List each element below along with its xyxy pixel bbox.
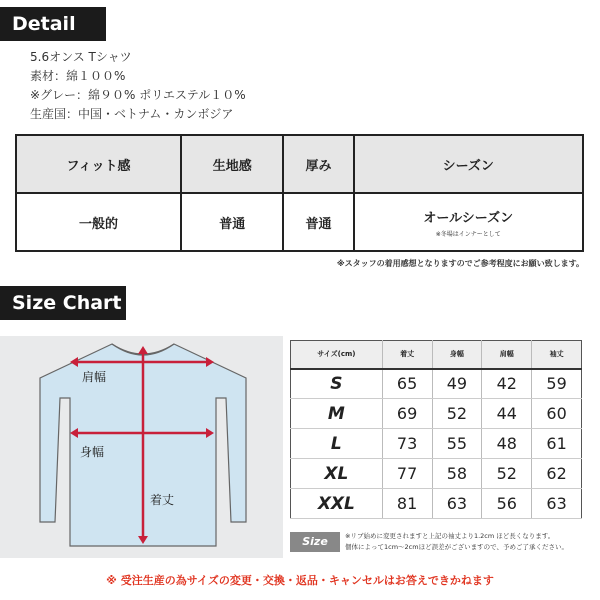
shoulder-label: 肩幅 [82, 370, 107, 384]
product-info [30, 48, 246, 124]
table-row [291, 399, 582, 429]
length-cell: 65 [382, 369, 432, 399]
table-row [291, 369, 582, 399]
chest-cell: 55 [432, 429, 482, 459]
length-cell: 77 [382, 459, 432, 489]
chest-label: 身幅 [80, 445, 105, 459]
size-note-tolerance: 個体によって1cm～2cmほど誤差がございますので、予めご了承ください。 [345, 543, 568, 551]
table-row [291, 459, 582, 489]
size-note-rib: ※リブ始めに変更されますと上記の袖丈より1.2cm ほど長くなります。 [345, 532, 555, 540]
size-table [290, 340, 582, 519]
thickness-value: 普通 [283, 193, 353, 251]
tshirt-diagram [0, 336, 283, 558]
length-cell: 73 [382, 429, 432, 459]
shoulder-cell: 56 [482, 489, 532, 519]
size-cell: S [291, 369, 383, 399]
fit-header: フィット感 [16, 135, 181, 193]
size-notes [345, 531, 568, 553]
info-line-weight: 5.6オンス Tシャツ [30, 50, 132, 64]
chest-cell: 58 [432, 459, 482, 489]
shoulder-cell: 48 [482, 429, 532, 459]
detail-header: Detail [0, 7, 106, 41]
shoulder-cell: 52 [482, 459, 532, 489]
sleeve-cell: 59 [532, 369, 582, 399]
length-label: 着丈 [150, 493, 175, 507]
season-header: シーズン [354, 135, 583, 193]
shoulder-column-header: 肩幅 [482, 341, 532, 369]
fit-value: 一般的 [16, 193, 181, 251]
sleeve-cell: 62 [532, 459, 582, 489]
season-value: オールシーズン [423, 210, 514, 226]
info-line-material: 素材：綿１００% [30, 69, 126, 83]
sleeve-cell: 60 [532, 399, 582, 429]
fabric-header: 生地感 [181, 135, 284, 193]
info-line-origin: 生産国：中国・ベトナム・カンボジア [30, 107, 234, 121]
info-line-gray-material: ※グレー：綿９０% ポリエステル１０% [30, 88, 246, 102]
staff-note: ※スタッフの着用感想となりますのでご参考程度にお願い致します。 [336, 259, 584, 268]
length-cell: 69 [382, 399, 432, 429]
order-policy-notice: ※ 受注生産の為サイズの変更・交換・返品・キャンセルはお答えできかねます [106, 574, 494, 587]
fit-table [15, 134, 584, 252]
size-column-header: サイズ(cm) [291, 341, 383, 369]
size-cell: XXL [291, 489, 383, 519]
size-cell: M [291, 399, 383, 429]
chest-column-header: 身幅 [432, 341, 482, 369]
season-note: ※冬場はインナーとして [435, 230, 501, 238]
size-cell: XL [291, 459, 383, 489]
sleeve-column-header: 袖丈 [532, 341, 582, 369]
chest-cell: 63 [432, 489, 482, 519]
size-cell: L [291, 429, 383, 459]
chest-cell: 52 [432, 399, 482, 429]
season-cell [354, 193, 583, 251]
sleeve-cell: 61 [532, 429, 582, 459]
shoulder-cell: 42 [482, 369, 532, 399]
table-row [291, 489, 582, 519]
shoulder-cell: 44 [482, 399, 532, 429]
length-cell: 81 [382, 489, 432, 519]
size-badge: Size [290, 532, 340, 552]
fabric-value: 普通 [181, 193, 284, 251]
chest-cell: 49 [432, 369, 482, 399]
table-row [291, 429, 582, 459]
shirt-illustration [0, 336, 283, 558]
size-table-header-row [291, 341, 582, 369]
length-column-header: 着丈 [382, 341, 432, 369]
sleeve-cell: 63 [532, 489, 582, 519]
size-chart-header: Size Chart [0, 286, 126, 320]
thickness-header: 厚み [283, 135, 353, 193]
length-arrow-top-head [138, 346, 148, 354]
